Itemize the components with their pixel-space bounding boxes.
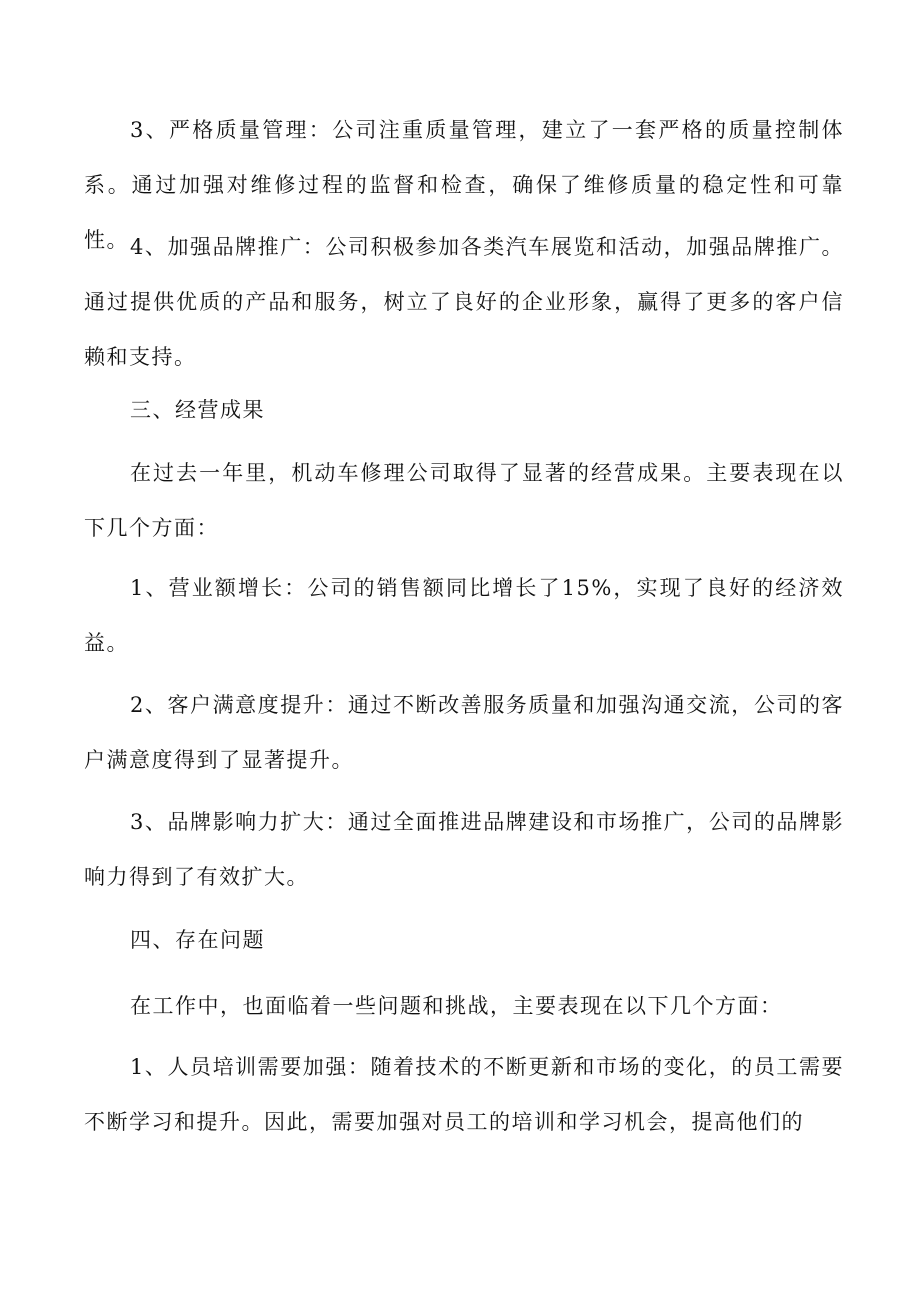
paragraph-brand-influence: 3、品牌影响力扩大：通过全面推进品牌建设和市场推广，公司的品牌影响力得到了有效扩大。 <box>84 810 844 889</box>
paragraph-brand-promotion: 4、加强品牌推广：公司积极参加各类汽车展览和活动，加强品牌推广。通过提供优质的产品和服务，树立了良好的企业形象，赢得了更多的客户信赖和支持。 <box>84 235 844 369</box>
paragraph-results-intro: 在过去一年里，机动车修理公司取得了显著的经营成果。主要表现在以下几个方面： <box>84 461 844 540</box>
section-heading-results: 三、经营成果 <box>130 398 265 422</box>
paragraph-staff-training: 1、人员培训需要加强：随着技术的不断更新和市场的变化，的员工需要不断学习和提升。因此，需要加强对员工的培训和学习机会，提高他们的 <box>84 1055 844 1134</box>
paragraph-quality-management: 3、严格质量管理：公司注重质量管理，建立了一套严格的质量控制体系。通过加强对维修过程的监督和检查，确保了维修质量的稳定性和可靠性。 <box>84 118 844 252</box>
paragraph-problems-intro: 在工作中，也面临着一些问题和挑战，主要表现在以下几个方面： <box>130 994 783 1018</box>
paragraph-customer-satisfaction: 2、客户满意度提升：通过不断改善服务质量和加强沟通交流，公司的客户满意度得到了显著提升。 <box>84 693 844 772</box>
section-heading-problems: 四、存在问题 <box>130 928 265 952</box>
paragraph-revenue-growth: 1、营业额增长：公司的销售额同比增长了15%，实现了良好的经济效益。 <box>84 576 844 655</box>
